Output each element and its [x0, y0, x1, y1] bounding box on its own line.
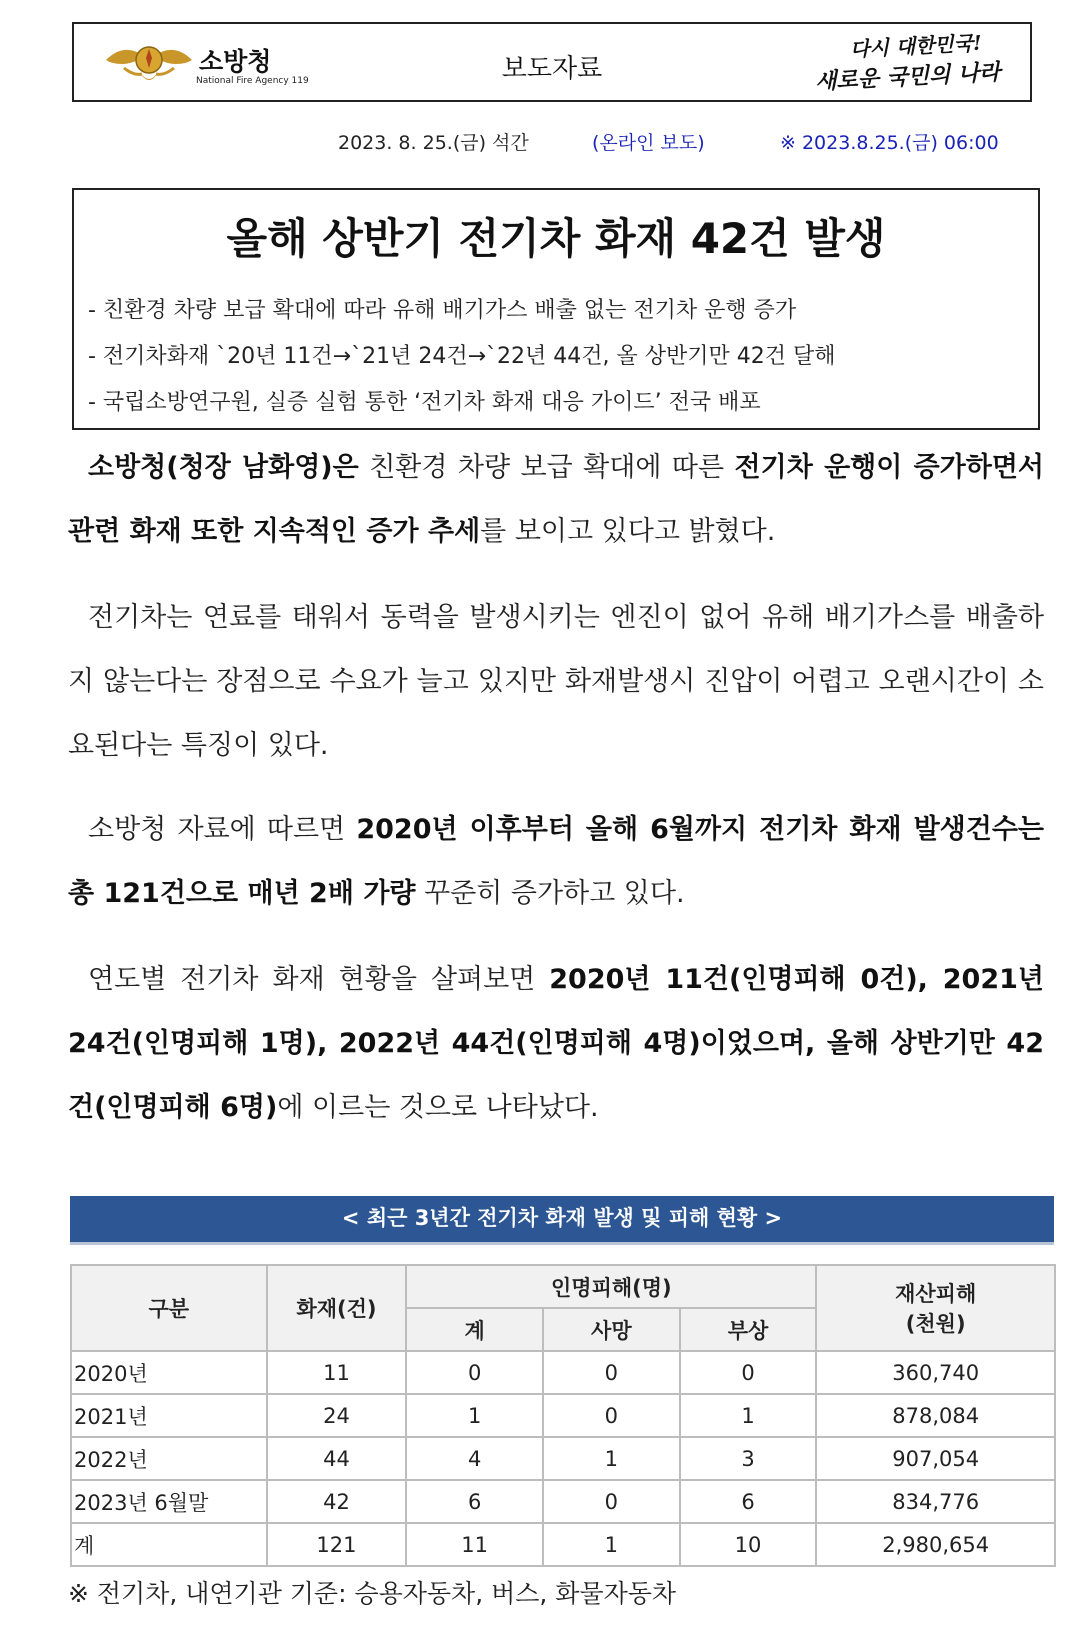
headline-bullet: - 국립소방연구원, 실증 실험 통한 ‘전기차 화재 대응 가이드’ 전국 배포: [88, 390, 761, 415]
row-label: 계: [71, 1523, 267, 1566]
cell-casualties-total: 1: [406, 1394, 543, 1437]
slogan-line-1: 다시 대한민국!: [849, 30, 983, 62]
body-paragraph-4: [68, 948, 1044, 1140]
header-property-damage: [816, 1265, 1055, 1351]
header-property-line2: (천원): [905, 1312, 966, 1336]
cell-fires: 121: [267, 1523, 407, 1566]
press-header: [72, 22, 1032, 102]
embargo-time: ※ 2023.8.25.(금) 06:00: [780, 132, 999, 154]
paragraph-1-text-b: 를 보이고 있다고 밝혔다.: [480, 516, 776, 547]
cell-deaths: 1: [543, 1523, 680, 1566]
release-dateline: [0, 128, 1080, 156]
cell-deaths: 0: [543, 1394, 680, 1437]
row-label: 2023년 6월말: [71, 1480, 267, 1523]
header-deaths: 사망: [543, 1308, 680, 1351]
table-row: [71, 1480, 1055, 1523]
headline-title: 올해 상반기 전기차 화재 42건 발생: [226, 214, 886, 263]
ev-fire-statistics-table: [70, 1264, 1056, 1567]
paragraph-4-text-a: 연도별 전기차 화재 현황을 살펴보면: [88, 964, 550, 995]
paragraph-1-emphasis: 전기차 운행이 증가하면서 관련 화재 또한 지속적인 증가 추세: [68, 452, 1045, 547]
table-caption-banner: < 최근 3년간 전기차 화재 발생 및 피해 현황 >: [70, 1196, 1054, 1242]
table-row: [71, 1394, 1055, 1437]
headline-bullet: - 전기차화재 `20년 11건→`21년 24건→`22년 44건, 올 상반기만 42건 달해: [88, 344, 836, 369]
document-type-title: 보도자료: [501, 54, 603, 84]
cell-casualties-total: 11: [406, 1523, 543, 1566]
cell-injuries: 3: [680, 1437, 817, 1480]
cell-deaths: 0: [543, 1480, 680, 1523]
paragraph-1-subject: 소방청(청장 남화영)은: [88, 452, 359, 483]
cell-property: 2,980,654: [816, 1523, 1055, 1566]
table-footnote: ※ 전기차, 내연기관 기준: 승용자동차, 버스, 화물자동차: [68, 1579, 677, 1608]
cell-property: 834,776: [816, 1480, 1055, 1523]
paragraph-1-text-a: 친환경 차량 보급 확대에 따른: [358, 452, 735, 483]
paragraph-3-text-a: 소방청 자료에 따르면: [88, 814, 357, 845]
body-paragraph-2: 전기차는 연료를 태워서 동력을 발생시키는 엔진이 없어 유해 배기가스를 배출하지 않는다는 장점으로 수요가 늘고 있지만 화재발생시 진압이 어렵고 오랜시간이 소요된다는 특징이 있다.: [68, 602, 1044, 761]
paragraph-4-text-b: 에 이르는 것으로 나타났다.: [277, 1092, 599, 1123]
cell-casualties-total: 0: [406, 1351, 543, 1394]
cell-property: 878,084: [816, 1394, 1055, 1437]
header-casualties-total: 계: [406, 1308, 543, 1351]
cell-fires: 11: [267, 1351, 407, 1394]
government-slogan: [770, 30, 1000, 96]
headline-box: [72, 188, 1040, 430]
headline-bullets: [88, 288, 836, 426]
header-category: 구분: [71, 1265, 267, 1351]
header-injuries: 부상: [680, 1308, 817, 1351]
table-row: [71, 1351, 1055, 1394]
header-casualties: 인명피해(명): [406, 1265, 816, 1308]
table-row-total: [71, 1523, 1055, 1566]
online-release-label: (온라인 보도): [592, 132, 705, 154]
logo-text: 소방청: [199, 47, 272, 76]
cell-fires: 44: [267, 1437, 407, 1480]
release-date: 2023. 8. 25.(금) 석간: [338, 132, 529, 154]
paragraph-4-emphasis: 2020년 11건(인명피해 0건), 2021년 24건(인명피해 1명), 2022년 44건(인명피해 4명)이었으며, 올해 상반기만 42건(인명피해 6명): [68, 964, 1044, 1123]
cell-property: 907,054: [816, 1437, 1055, 1480]
cell-injuries: 6: [680, 1480, 817, 1523]
cell-injuries: 0: [680, 1351, 817, 1394]
cell-casualties-total: 6: [406, 1480, 543, 1523]
body-paragraph-1: [68, 436, 1044, 564]
cell-casualties-total: 4: [406, 1437, 543, 1480]
row-label: 2022년: [71, 1437, 267, 1480]
table-row: [71, 1437, 1055, 1480]
headline-bullet: - 친환경 차량 보급 확대에 따라 유해 배기가스 배출 없는 전기차 운행 증가: [88, 298, 797, 323]
cell-injuries: 10: [680, 1523, 817, 1566]
row-label: 2021년: [71, 1394, 267, 1437]
cell-deaths: 1: [543, 1437, 680, 1480]
paragraph-3-text-b: 꾸준히 증가하고 있다.: [415, 878, 685, 909]
cell-fires: 42: [267, 1480, 407, 1523]
header-property-line1: 재산피해: [895, 1282, 977, 1306]
cell-injuries: 1: [680, 1394, 817, 1437]
slogan-line-2: 새로운 국민의 나라: [814, 59, 1001, 95]
logo-subtext: National Fire Agency 119: [196, 76, 309, 86]
header-fires: 화재(건): [267, 1265, 407, 1351]
body-paragraph-3: [68, 798, 1044, 926]
cell-deaths: 0: [543, 1351, 680, 1394]
paragraph-3-emphasis: 2020년 이후부터 올해 6월까지 전기차 화재 발생건수는 총 121건으로 매년 2배 가량: [68, 814, 1044, 909]
cell-fires: 24: [267, 1394, 407, 1437]
row-label: 2020년: [71, 1351, 267, 1394]
cell-property: 360,740: [816, 1351, 1055, 1394]
